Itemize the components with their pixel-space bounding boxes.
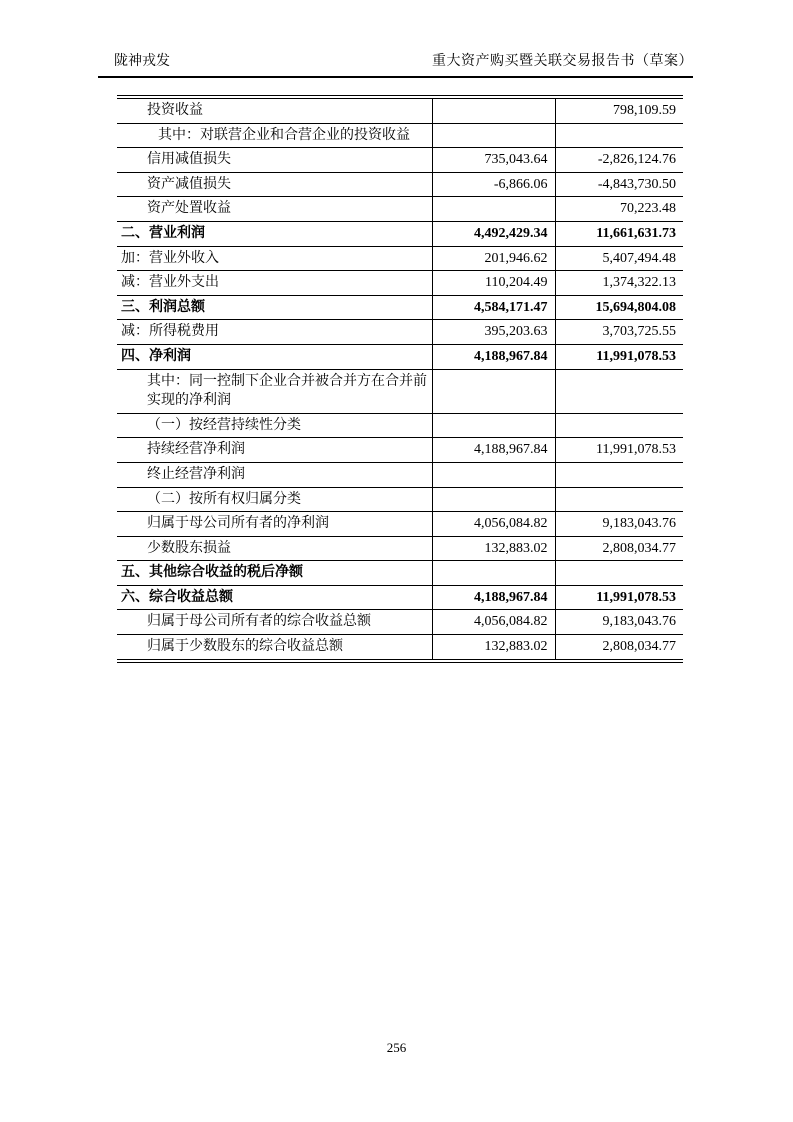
row-value-period-1: 4,188,967.84 <box>432 438 555 463</box>
income-table-body <box>117 97 683 661</box>
header-company-name: 陇神戎发 <box>114 54 170 69</box>
income-statement-table <box>117 95 683 663</box>
row-label: 归属于母公司所有者的净利润 <box>117 512 432 537</box>
row-label: （二）按所有权归属分类 <box>117 487 432 512</box>
row-value-period-1 <box>432 462 555 487</box>
row-value-period-1 <box>432 487 555 512</box>
row-value-period-2: 11,991,078.53 <box>555 585 683 610</box>
row-value-period-1 <box>432 413 555 438</box>
row-value-period-1: 735,043.64 <box>432 148 555 173</box>
row-label: 资产减值损失 <box>117 172 432 197</box>
row-value-period-2: 9,183,043.76 <box>555 610 683 635</box>
row-value-period-2 <box>555 369 683 413</box>
table-row <box>117 462 683 487</box>
row-label: 六、综合收益总额 <box>117 585 432 610</box>
row-label: 减：所得税费用 <box>117 320 432 345</box>
row-value-period-2: 2,808,034.77 <box>555 635 683 661</box>
table-row <box>117 221 683 246</box>
row-label: 投资收益 <box>117 97 432 123</box>
row-value-period-1: 4,056,084.82 <box>432 610 555 635</box>
row-label: 加：营业外收入 <box>117 246 432 271</box>
row-value-period-2: 798,109.59 <box>555 97 683 123</box>
row-label: 四、净利润 <box>117 344 432 369</box>
row-value-period-2 <box>555 487 683 512</box>
table-row <box>117 123 683 148</box>
row-value-period-1: 110,204.49 <box>432 271 555 296</box>
row-label: 信用减值损失 <box>117 148 432 173</box>
row-value-period-1: 132,883.02 <box>432 536 555 561</box>
row-value-period-1: 4,584,171.47 <box>432 295 555 320</box>
row-value-period-1 <box>432 97 555 123</box>
table-row <box>117 172 683 197</box>
row-value-period-1: -6,866.06 <box>432 172 555 197</box>
row-value-period-2 <box>555 123 683 148</box>
row-label: 归属于少数股东的综合收益总额 <box>117 635 432 661</box>
row-value-period-1 <box>432 197 555 222</box>
row-label: 少数股东损益 <box>117 536 432 561</box>
table-row <box>117 148 683 173</box>
row-label: 二、营业利润 <box>117 221 432 246</box>
table-row <box>117 97 683 123</box>
row-label: 其中：对联营企业和合营企业的投资收益 <box>117 123 432 148</box>
row-value-period-2: 1,374,322.13 <box>555 271 683 296</box>
table-row <box>117 295 683 320</box>
row-value-period-1: 4,188,967.84 <box>432 344 555 369</box>
row-value-period-2: 5,407,494.48 <box>555 246 683 271</box>
table-row <box>117 561 683 586</box>
row-value-period-2: 70,223.48 <box>555 197 683 222</box>
table-row <box>117 246 683 271</box>
document-header <box>98 50 693 78</box>
row-value-period-1: 4,056,084.82 <box>432 512 555 537</box>
row-label: 五、其他综合收益的税后净额 <box>117 561 432 586</box>
table-row <box>117 413 683 438</box>
table-row <box>117 320 683 345</box>
table-row <box>117 512 683 537</box>
table-row <box>117 344 683 369</box>
table-row <box>117 487 683 512</box>
row-value-period-2: 11,991,078.53 <box>555 344 683 369</box>
row-label: 其中：同一控制下企业合并被合并方在合并前实现的净利润 <box>117 369 432 413</box>
row-label: 终止经营净利润 <box>117 462 432 487</box>
table-row <box>117 271 683 296</box>
row-value-period-1: 4,188,967.84 <box>432 585 555 610</box>
row-value-period-2: 15,694,804.08 <box>555 295 683 320</box>
row-value-period-2: 2,808,034.77 <box>555 536 683 561</box>
row-value-period-2: 11,991,078.53 <box>555 438 683 463</box>
row-value-period-1: 132,883.02 <box>432 635 555 661</box>
row-label: 减：营业外支出 <box>117 271 432 296</box>
row-value-period-2: 11,661,631.73 <box>555 221 683 246</box>
row-value-period-2: -4,843,730.50 <box>555 172 683 197</box>
row-label: 资产处置收益 <box>117 197 432 222</box>
row-value-period-1: 395,203.63 <box>432 320 555 345</box>
table-row <box>117 438 683 463</box>
row-value-period-1: 4,492,429.34 <box>432 221 555 246</box>
row-label: 归属于母公司所有者的综合收益总额 <box>117 610 432 635</box>
table-row <box>117 536 683 561</box>
table-row <box>117 635 683 661</box>
row-value-period-2: 9,183,043.76 <box>555 512 683 537</box>
table-row <box>117 369 683 413</box>
row-value-period-1 <box>432 561 555 586</box>
row-label: （一）按经营持续性分类 <box>117 413 432 438</box>
header-document-title: 重大资产购买暨关联交易报告书（草案） <box>432 54 693 69</box>
row-value-period-1 <box>432 369 555 413</box>
row-value-period-2 <box>555 561 683 586</box>
row-value-period-2 <box>555 462 683 487</box>
page-number: 256 <box>386 1040 407 1055</box>
row-value-period-1 <box>432 123 555 148</box>
row-value-period-2: 3,703,725.55 <box>555 320 683 345</box>
table-row <box>117 197 683 222</box>
row-value-period-2 <box>555 413 683 438</box>
table-row <box>117 610 683 635</box>
table-row <box>117 585 683 610</box>
row-value-period-1: 201,946.62 <box>432 246 555 271</box>
row-value-period-2: -2,826,124.76 <box>555 148 683 173</box>
row-label: 三、利润总额 <box>117 295 432 320</box>
row-label: 持续经营净利润 <box>117 438 432 463</box>
